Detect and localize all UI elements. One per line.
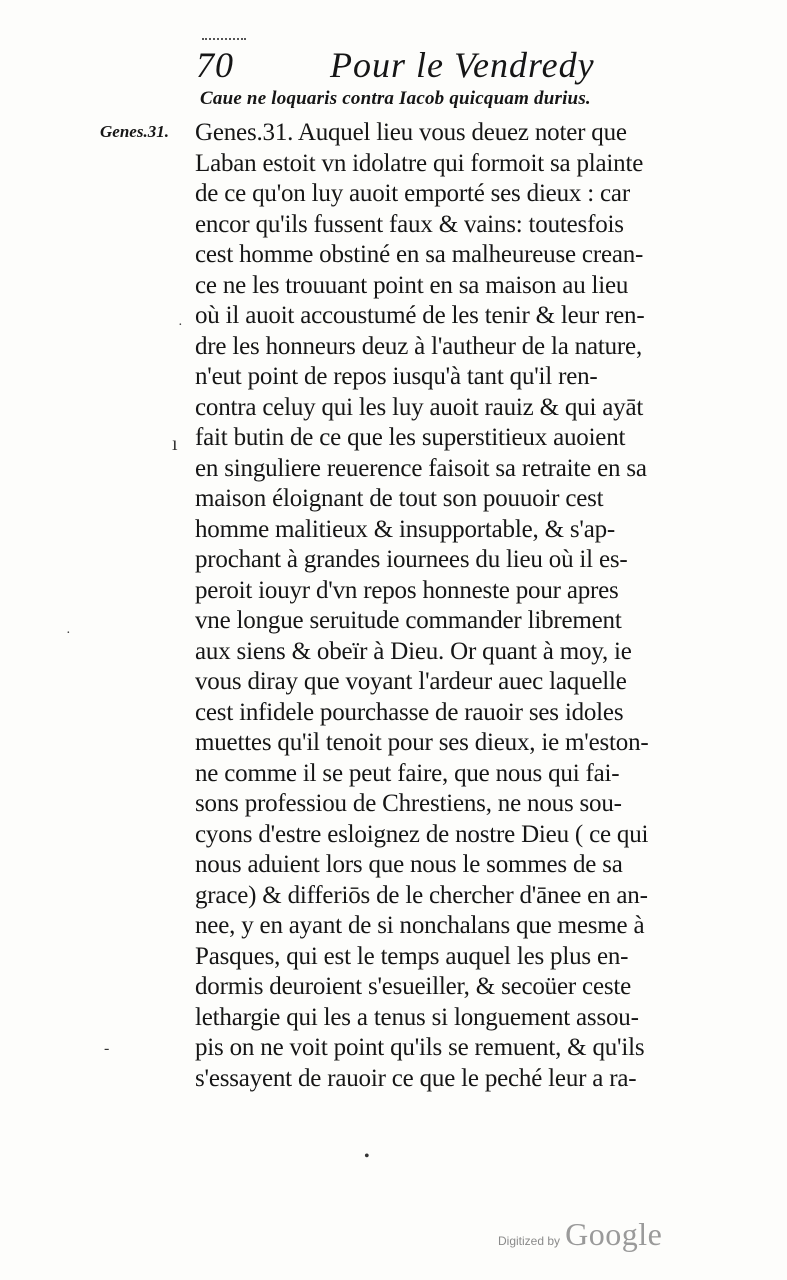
text-line: grace) & differiōs de le chercher d'ānee en an- — [195, 881, 648, 909]
ink-dot: · — [66, 626, 71, 641]
text-line: dormis deuroient s'esueiller, & secoüer ceste — [195, 973, 632, 1000]
text-line: fait butin de ce que les superstitieux auoient — [195, 424, 626, 451]
text-line: maison éloignant de tout son pouuoir cest — [195, 485, 604, 512]
scripture-quote: Caue ne loquaris contra Iacob quicquam durius. — [200, 88, 591, 109]
text-line: peroit iouyr d'vn repos honneste pour apres — [195, 576, 619, 604]
ink-dot: · — [178, 318, 183, 333]
text-line: contra celuy qui les luy auoit rauiz & qui ayāt — [195, 393, 644, 421]
text-line: Genes.31. Auquel lieu vous deuez noter que — [195, 119, 627, 146]
digitized-watermark — [498, 1216, 698, 1256]
text-line: Laban estoit vn idolatre qui formoit sa plainte — [195, 149, 644, 177]
text-line: sons professiou de Chrestiens, ne nous sou- — [195, 790, 622, 817]
text-line: Pasques, qui est le temps auquel les plus en- — [195, 942, 629, 970]
watermark-prefix: Digitized by — [498, 1234, 561, 1248]
text-line: cyons d'estre esloignez de nostre Dieu ( ce qui — [195, 820, 649, 848]
text-line: nous aduient lors que nous le sommes de sa — [195, 851, 623, 878]
text-line: muettes qu'il tenoit pour ses dieux, ie m'eston- — [195, 729, 649, 756]
text-line: vous diray que voyant l'ardeur auec laquelle — [195, 668, 627, 695]
text-line: prochant à grandes iournees du lieu où il es- — [195, 546, 628, 573]
running-title: Pour le Vendredy — [330, 45, 595, 85]
page-number: 70 — [196, 45, 234, 85]
page-header — [196, 40, 696, 90]
text-line: pis on ne voit point qu'ils se remuent, & qu'ils — [195, 1034, 645, 1061]
google-logo: Google — [565, 1216, 663, 1252]
margin-tick-mark: ı — [172, 433, 178, 455]
text-line: cest homme obstiné en sa malheureuse crean- — [195, 241, 644, 268]
text-line: où il auoit accoustumé de les tenir & leur ren- — [195, 302, 645, 329]
body-text — [195, 118, 705, 1094]
text-line: de ce qu'on luy auoit emporté ses dieux : car — [195, 180, 630, 207]
text-line: en singuliere reuerence faisoit sa retraite en sa — [195, 454, 647, 482]
text-line: cest infidele pourchasse de rauoir ses idoles — [195, 698, 624, 726]
ink-dot: • — [364, 1148, 370, 1165]
text-line: homme malitieux & insupportable, & s'ap- — [195, 515, 616, 543]
ink-dash: - — [104, 1040, 110, 1057]
margin-reference: Genes.31. — [100, 122, 169, 141]
text-line: n'eut point de repos iusqu'à tant qu'il ren- — [195, 363, 598, 390]
text-line: dre les honneurs deuz à l'autheur de la nature, — [195, 332, 642, 360]
text-line: vne longue seruitude commander librement — [195, 607, 622, 634]
text-line: ce ne les trouuant point en sa maison au lieu — [195, 271, 629, 299]
text-line: encor qu'ils fussent faux & vains: toutesfois — [195, 210, 624, 238]
text-line: aux siens & obeïr à Dieu. Or quant à moy, ie — [195, 637, 632, 665]
text-line: lethargie qui les a tenus si longuement assou- — [195, 1003, 639, 1031]
text-line: s'essayent de rauoir ce que le peché leur a ra- — [195, 1064, 637, 1092]
text-line: nee, y en ayant de si nonchalans que mesme à — [195, 912, 645, 939]
text-line: ne comme il se peut faire, que nous qui fai- — [195, 759, 620, 787]
